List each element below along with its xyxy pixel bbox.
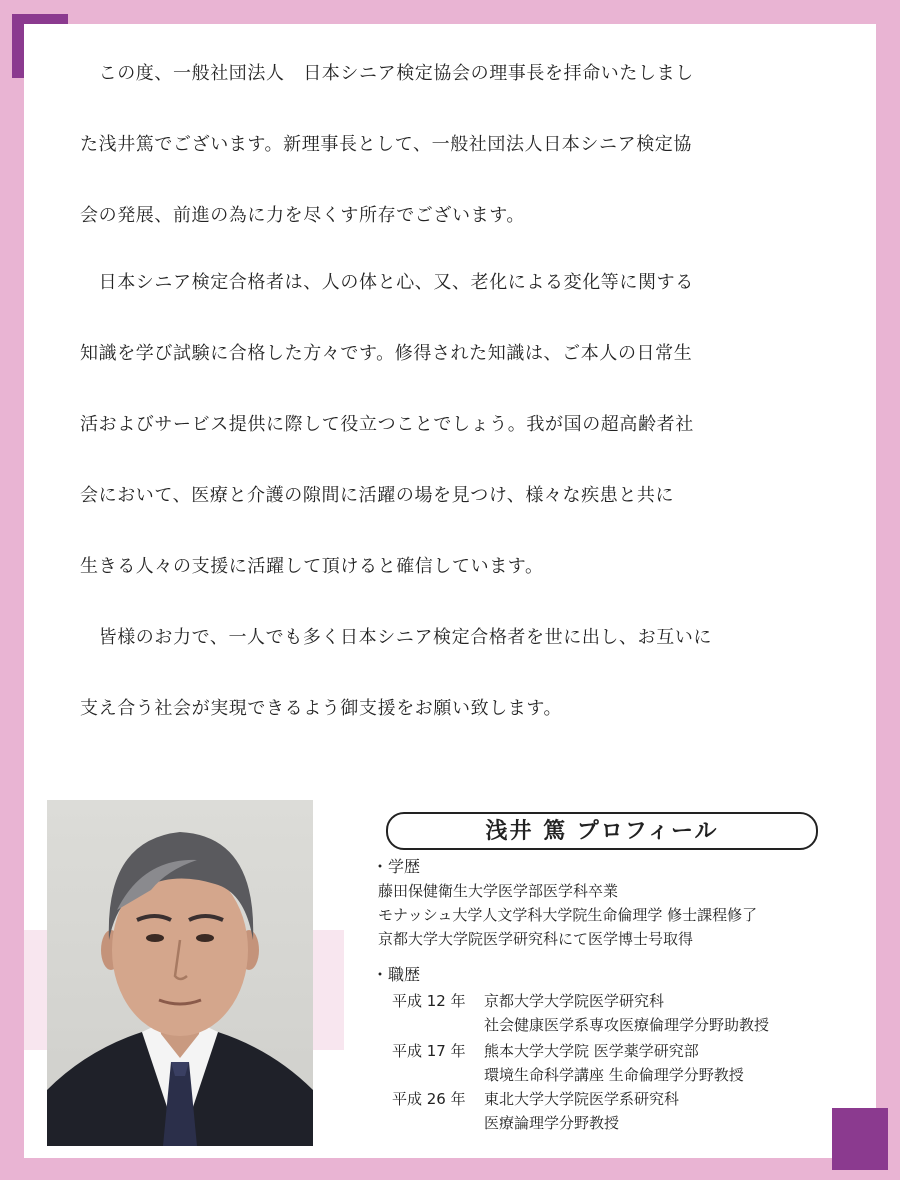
text-line: 皆様のお力で、一人でも多く日本シニア検定合格者を世に出し、お互いに xyxy=(80,627,713,648)
greeting-paragraph-2 xyxy=(80,247,820,602)
text-line: 知識を学び試験に合格した方々です。修得された知識は、ご本人の日常生 xyxy=(80,343,693,364)
career-line: 熊本大学大学院 医学薬学研究部 xyxy=(484,1042,699,1060)
text-line: 日本シニア検定合格者は、人の体と心、又、老化による変化等に関する xyxy=(80,272,694,293)
portrait-illustration xyxy=(47,800,313,1146)
education-heading: ・学歴 xyxy=(372,857,421,876)
text-line: た浅井篤でございます。新理事長として、一般社団法人日本シニア検定協 xyxy=(80,134,692,155)
text-line: 会において、医療と介護の隙間に活躍の場を見つけ、様々な疾患と共に xyxy=(80,485,675,506)
education-item: モナッシュ大学人文学科大学院生命倫理学 修士課程修了 xyxy=(378,906,758,924)
greeting-paragraph-1 xyxy=(80,38,820,251)
education-item: 京都大学大学院医学研究科にて医学博士号取得 xyxy=(378,930,694,948)
career-year: 平成 17 年 xyxy=(392,1042,466,1060)
text-line: 活およびサービス提供に際して役立つことでしょう。我が国の超高齢者社 xyxy=(80,414,694,435)
career-line: 社会健康医学系専攻医療倫理学分野助教授 xyxy=(484,1016,770,1034)
text-line: 会の発展、前進の為に力を尽くす所存でございます。 xyxy=(80,205,525,226)
career-line: 京都大学大学院医学研究科 xyxy=(484,992,665,1010)
career-heading: ・職歴 xyxy=(372,965,421,984)
portrait-photo xyxy=(47,800,313,1146)
text-line: 生きる人々の支援に活躍して頂けると確信しています。 xyxy=(80,556,544,577)
text-line: 支え合う社会が実現できるよう御支援をお願い致します。 xyxy=(80,698,563,719)
career-year: 平成 12 年 xyxy=(392,992,466,1010)
career-year: 平成 26 年 xyxy=(392,1090,466,1108)
career-line: 環境生命科学講座 生命倫理学分野教授 xyxy=(484,1066,744,1084)
corner-decoration-mask xyxy=(24,24,68,78)
career-line: 医療論理学分野教授 xyxy=(484,1114,620,1132)
corner-decoration-bottom-right xyxy=(832,1108,888,1170)
profile-title: 浅井 篤 プロフィール xyxy=(386,812,818,850)
education-item: 藤田保健衛生大学医学部医学科卒業 xyxy=(378,882,619,900)
greeting-paragraph-3 xyxy=(80,602,820,744)
text-line: この度、一般社団法人 日本シニア検定協会の理事長を拝命いたしまし xyxy=(80,63,694,84)
career-line: 東北大学大学院医学系研究科 xyxy=(484,1090,680,1108)
